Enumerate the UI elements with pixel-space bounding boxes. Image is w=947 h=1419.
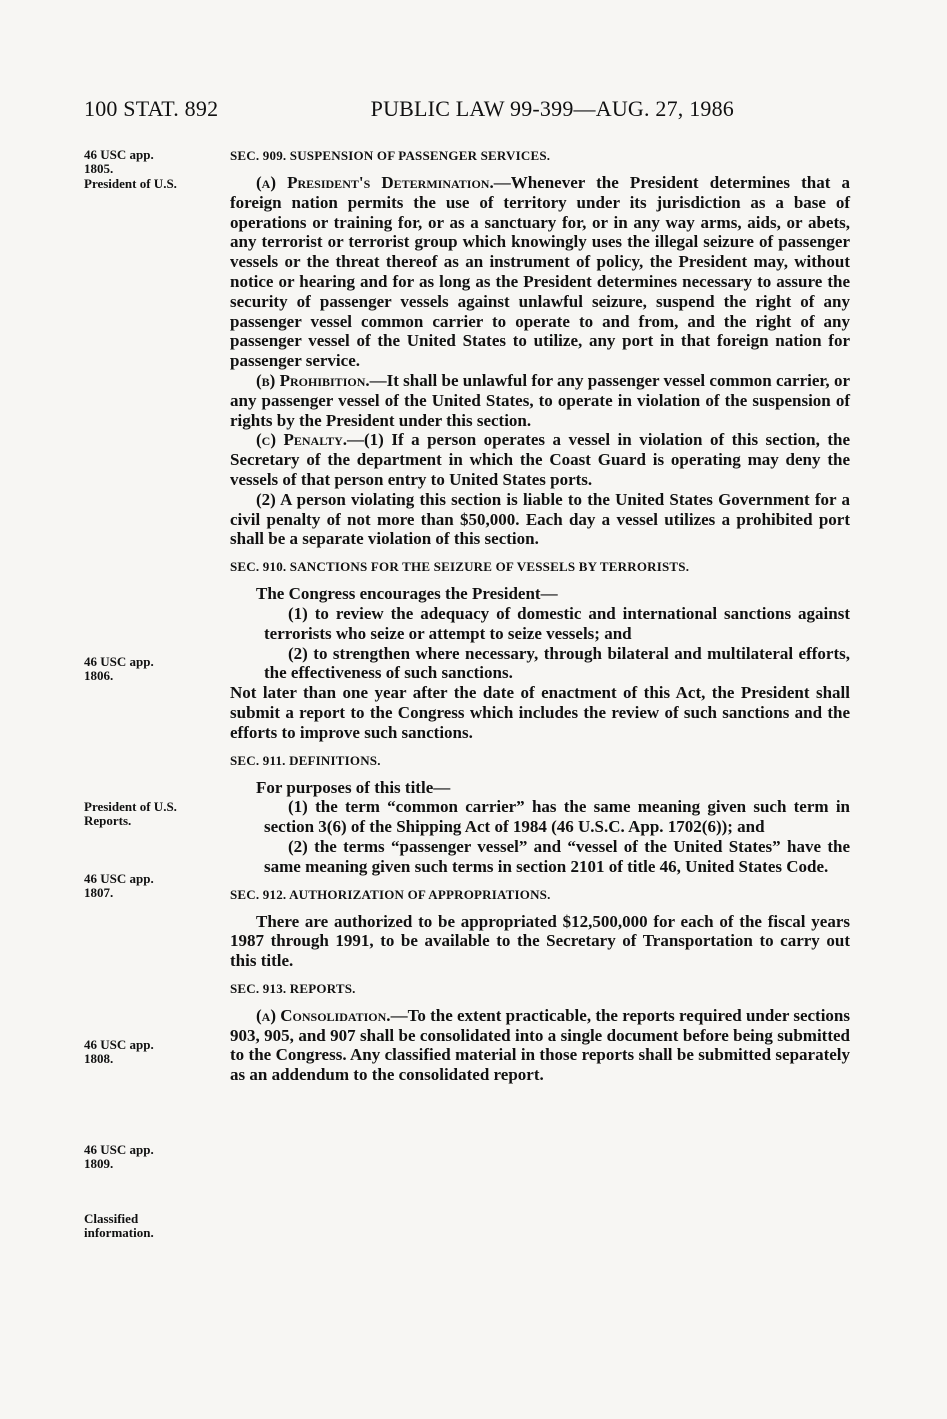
sec-909-b [230, 371, 850, 430]
sec-910-closing: Not later than one year after the date of enactment of this Act, the President shall submit a report to the Congress which includes the review of such sanctions and the efforts to improve such sanctions. [230, 683, 850, 742]
margin-note-46-usc-1807: 46 USC app. 1807. [84, 871, 154, 900]
margin-note-46-usc-1809: 46 USC app. 1809. [84, 1142, 154, 1171]
sec-912-text: There are authorized to be appropriated $12,500,000 for each of the fiscal years 1987 through 1991, to be available to the Secretary of Transportation to carry out this title. [230, 911, 850, 971]
sec-909-a-text: —Whenever the President determines that a foreign nation permits the use of territory under its jurisdiction as a base of operations or training for, or as a sanctuary for, or in any way arms, aids, or abets, any terrorist or terrorist group which knowingly uses the illegal seizure of passenger vessels or the threat thereof as an instrument of policy, the President may, without notice or hearing and for as long as the President determines necessary to assure the security of passenger vessels against unlawful seizure, suspend the right of any passenger vessel common carrier to operate to and from, and the right of any passenger vessel of the United States to utilize, any port in that foreign nation for passenger service. [230, 173, 850, 371]
sec-910-intro: The Congress encourages the President— [256, 584, 558, 604]
sec-909-a-label: (a) President's Determination. [256, 173, 494, 192]
margin-note-46-usc-1805: 46 USC app. 1805. [84, 147, 154, 176]
sec-909-c [230, 430, 850, 489]
margin-note-president-reports: President of U.S. Reports. [84, 799, 177, 828]
sec-911-intro: For purposes of this title— [256, 777, 451, 797]
sec-910-item-2: (2) to strengthen where necessary, through bilateral and multilateral efforts, the effectiveness of such sanctions. [264, 643, 850, 683]
sec-913-a [230, 1006, 850, 1085]
sec-910-item-1: (1) to review the adequacy of domestic and international sanctions against terrorists who seize or attempt to seize vessels; and [264, 603, 850, 643]
public-law-title: PUBLIC LAW 99-399—AUG. 27, 1986 [370, 96, 734, 121]
sec-911-item-2: (2) the terms “passenger vessel” and “vessel of the United States” have the same meaning given such terms in section 2101 of title 46, United States Code. [264, 836, 850, 876]
sec-913-a-label: (a) Consolidation. [256, 1005, 391, 1025]
sec-909-c2: (2) A person violating this section is liable to the United States Government for a civil penalty of not more than $50,000. Each day a vessel utilizes a prohibited port shall be a separate violation of this section. [230, 489, 850, 549]
sec-909-a [230, 173, 850, 371]
sec-909-b-text: —It shall be unlawful for any passenger vessel common carrier, or any passenger vessel of the United States, to operate in violation of the suspension of rights by the President under this section. [230, 370, 850, 430]
margin-note-president: President of U.S. [84, 176, 177, 191]
margin-note-classified: Classified information. [84, 1211, 154, 1240]
sec-909-b-label: (b) Prohibition. [256, 370, 370, 390]
sec-909-c-label: (c) Penalty. [256, 430, 348, 450]
sec-911-heading: SEC. 911. DEFINITIONS. [230, 752, 381, 768]
margin-note-46-usc-1808: 46 USC app. 1808. [84, 1037, 154, 1066]
sec-913-a-text: —To the extent practicable, the reports required under sections 903, 905, and 907 shall be consolidated into a single document before being submitted to the Congress. Any classified material in those reports shall be submitted separately as an addendum to the consolidated report. [230, 1005, 851, 1085]
sec-909-c-text: —(1) If a person operates a vessel in violation of this section, the Secretary of the department in which the Coast Guard is operating may deny the vessels of that person entry to United States ports. [230, 430, 850, 489]
page-header [84, 96, 734, 122]
stat-page-number: 100 STAT. 892 [84, 96, 219, 121]
sec-912-heading: SEC. 912. AUTHORIZATION OF APPROPRIATIONS. [230, 886, 551, 902]
sec-909-heading: SEC. 909. SUSPENSION OF PASSENGER SERVICES. [230, 148, 551, 163]
document-body [230, 148, 850, 1085]
sec-910-heading: SEC. 910. SANCTIONS FOR THE SEIZURE OF VESSELS BY TERRORISTS. [230, 559, 690, 575]
sec-911-item-1: (1) the term “common carrier” has the same meaning given such term in section 3(6) of the Shipping Act of 1984 (46 U.S.C. App. 1702(6)); and [264, 797, 850, 837]
sec-913-heading: SEC. 913. REPORTS. [230, 980, 356, 996]
margin-note-46-usc-1806: 46 USC app. 1806. [84, 654, 154, 683]
